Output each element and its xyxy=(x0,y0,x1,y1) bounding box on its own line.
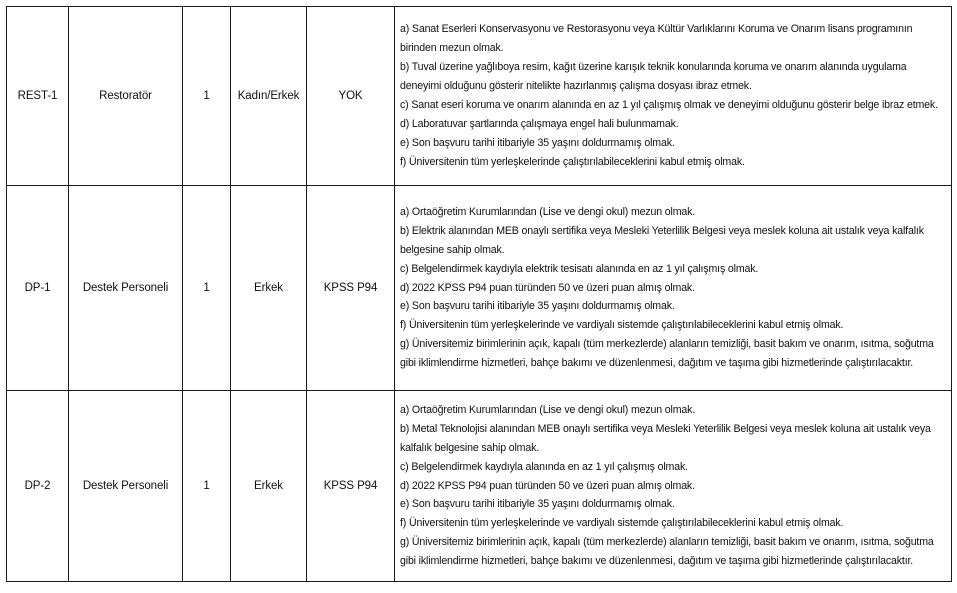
position-exam: YOK xyxy=(307,7,395,186)
position-requirements xyxy=(395,391,952,582)
requirement-item: c) Belgelendirmek kaydıyla alanında en az 1 yıl çalışmış olmak. xyxy=(400,460,688,473)
requirement-item: d) Laboratuvar şartlarında çalışmaya engel hali bulunmamak. xyxy=(400,117,679,130)
position-title: Destek Personeli xyxy=(69,391,183,582)
position-code: REST-1 xyxy=(7,7,69,186)
requirement-item: d) 2022 KPSS P94 puan türünden 50 ve üzeri puan almış olmak. xyxy=(400,281,695,294)
requirement-item: a) Ortaöğretim Kurumlarından (Lise ve dengi okul) mezun olmak. xyxy=(400,205,696,218)
requirement-item: e) Son başvuru tarihi itibariyle 35 yaşını doldurmamış olmak. xyxy=(400,136,675,149)
requirement-item: d) 2022 KPSS P94 puan türünden 50 ve üzeri puan almış olmak. xyxy=(400,479,695,492)
position-count: 1 xyxy=(183,7,231,186)
requirement-item: f) Üniversitenin tüm yerleşkelerinde ve vardiyalı sistemde çalıştırılabileceklerini kabul etmiş olmak. xyxy=(400,319,844,332)
position-exam: KPSS P94 xyxy=(307,186,395,391)
requirement-item: b) Elektrik alanından MEB onaylı sertifika veya Mesleki Yeterlilik Belgesi veya meslek koluna ait ustalık veya kalfalık belgesine sahip olmak. xyxy=(400,224,924,256)
position-count: 1 xyxy=(183,186,231,391)
position-title: Restoratör xyxy=(69,7,183,186)
position-requirements xyxy=(395,7,952,186)
position-code: DP-2 xyxy=(7,391,69,582)
requirement-item: a) Sanat Eserleri Konservasyonu ve Restorasyonu veya Kültür Varlıklarını Koruma ve Onarım lisans programının birinden mezun olmak. xyxy=(400,23,913,55)
requirement-item: e) Son başvuru tarihi itibariyle 35 yaşını doldurmamış olmak. xyxy=(400,300,675,313)
table-row xyxy=(7,186,952,391)
requirement-item: c) Sanat eseri koruma ve onarım alanında en az 1 yıl çalışmış olmak ve deneyimi olduğunu gösterir belge ibraz etmek. xyxy=(400,99,938,111)
position-gender: Erkek xyxy=(231,391,307,582)
position-exam: KPSS P94 xyxy=(307,391,395,582)
requirement-item: g) Üniversitemiz birimlerinin açık, kapalı (tüm merkezlerde) alanların temizliği, basit bakım ve onarım, ısıtma, soğutma gibi iklimlendirme hizmetleri, bahçe bakımı ve düzenlenmesi, dağıtım ve taşıma gibi hizmetlerinde çalıştırılacaktır. xyxy=(400,338,934,370)
requirement-item: f) Üniversitenin tüm yerleşkelerinde çalıştırılabileceklerini kabul etmiş olmak. xyxy=(400,155,745,168)
requirement-item: b) Tuval üzerine yağlıboya resim, kağıt üzerine karışık teknik konularında koruma ve onarım alanında uygulama deneyimi olduğunu gösterir nitelikte hazırlanmış çalışma dosyası ibraz etmek. xyxy=(400,61,907,93)
table-row xyxy=(7,7,952,186)
requirement-item: a) Ortaöğretim Kurumlarından (Lise ve dengi okul) mezun olmak. xyxy=(400,403,696,416)
position-title: Destek Personeli xyxy=(69,186,183,391)
position-requirements xyxy=(395,186,952,391)
requirement-item: g) Üniversitemiz birimlerinin açık, kapalı (tüm merkezlerde) alanların temizliği, basit bakım ve onarım, ısıtma, soğutma gibi iklimlendirme hizmetleri, bahçe bakımı ve düzenlenmesi, dağıtım ve taşıma gibi hizmetlerinde çalıştırılacaktır. xyxy=(400,536,934,568)
requirement-item: f) Üniversitenin tüm yerleşkelerinde ve vardiyalı sistemde çalıştırılabileceklerini kabul etmiş olmak. xyxy=(400,517,844,530)
requirement-item: e) Son başvuru tarihi itibariyle 35 yaşını doldurmamış olmak. xyxy=(400,498,675,511)
position-gender: Erkek xyxy=(231,186,307,391)
requirement-item: c) Belgelendirmek kaydıyla elektrik tesisatı alanında en az 1 yıl çalışmış olmak. xyxy=(400,262,759,275)
requirement-item: b) Metal Teknolojisi alanından MEB onaylı sertifika veya Mesleki Yeterlilik Belgesi veya meslek koluna ait ustalık veya kalfalık belgesine sahip olmak. xyxy=(400,422,931,454)
position-gender: Kadın/Erkek xyxy=(231,7,307,186)
position-count: 1 xyxy=(183,391,231,582)
table-row xyxy=(7,391,952,582)
position-code: DP-1 xyxy=(7,186,69,391)
positions-table xyxy=(6,6,952,582)
